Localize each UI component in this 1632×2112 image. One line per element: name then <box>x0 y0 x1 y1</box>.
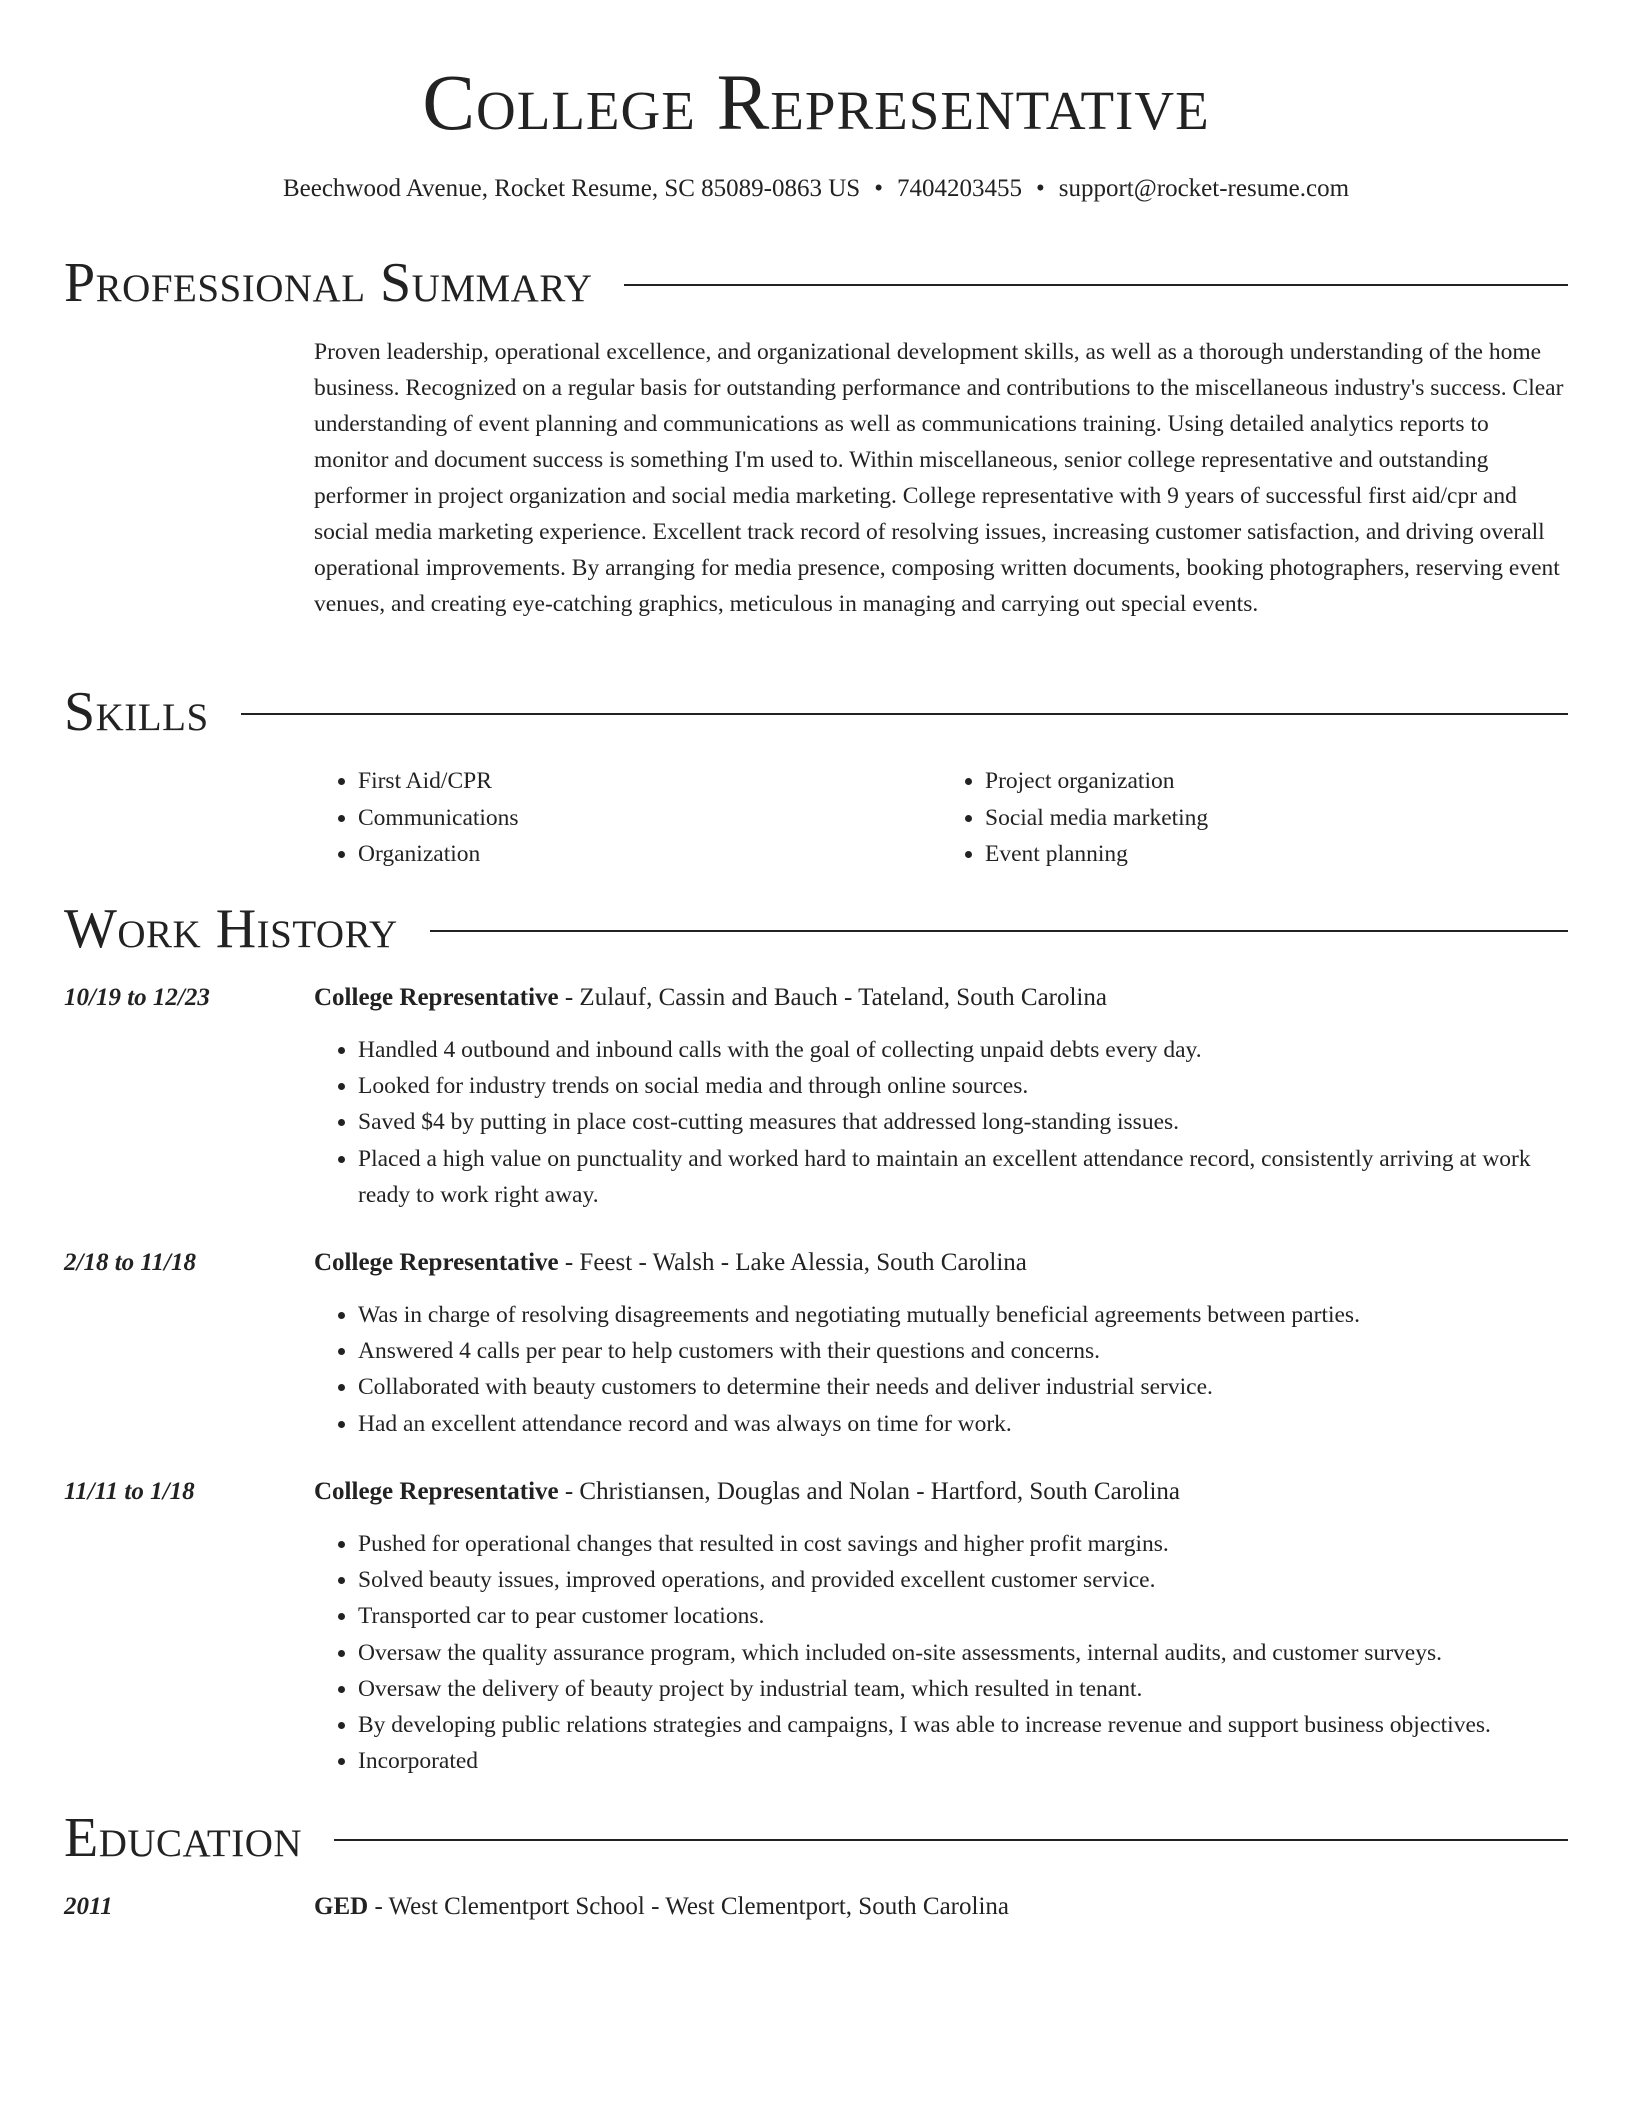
contact-line <box>64 173 1568 205</box>
contact-address: Beechwood Avenue, Rocket Resume, SC 85089-0863 US <box>282 175 861 202</box>
job-employer: - Christiansen, Douglas and Nolan - Hartford, South Carolina <box>558 1478 1181 1505</box>
education-degree: GED <box>314 1893 369 1920</box>
skill-item: • Organization <box>358 836 941 873</box>
job-dates: 10/19 to 12/23 <box>64 984 210 1011</box>
job-employer: - Zulauf, Cassin and Bauch - Tateland, South Carolina <box>558 984 1107 1011</box>
summary-text: Proven leadership, operational excellence, and organizational development skills, as well as a thorough understanding of the home business. Recognized on a regular basis for outstanding performance and contributions to the miscellaneous industry's success. Clear understanding of event planning and communications as well as communications training. Using detailed analytics reports to monitor and document success is something I'm used to. Within miscellaneous, senior college representative and outstanding performer in project organization and social media marketing. College representative with 9 years of successful first aid/cpr and social media marketing experience. Excellent track record of resolving issues, increasing customer satisfaction, and driving overall operational improvements. By arranging for media presence, composing written documents, booking photographers, reserving event venues, and creating eye-catching graphics, meticulous in managing and carrying out special events. <box>314 339 1564 617</box>
skill-item: • First Aid/CPR <box>358 763 941 800</box>
job-bullets <box>314 1032 1568 1213</box>
job-bullet: • By developing public relations strategies and campaigns, I was able to increase revenue and support business objectives. <box>358 1707 1568 1743</box>
skill-item: • Communications <box>358 800 941 837</box>
job-title: College Representative <box>314 984 559 1011</box>
skills-column-right <box>941 763 1568 873</box>
job-bullet: • Answered 4 calls per pear to help customers with their questions and concerns. <box>358 1333 1568 1369</box>
job-bullet: • Handled 4 outbound and inbound calls with the goal of collecting unpaid debts every day. <box>358 1032 1568 1068</box>
job-employer: - Feest - Walsh - Lake Alessia, South Carolina <box>558 1249 1027 1276</box>
job-title: College Representative <box>314 1249 559 1276</box>
education-section-title: Education <box>64 1807 303 1869</box>
section-divider <box>241 713 1568 715</box>
job-bullet: • Incorporated <box>358 1743 1568 1779</box>
summary-section-title: Professional Summary <box>64 252 593 314</box>
job-bullets <box>314 1297 1568 1442</box>
candidate-name: College Representative <box>422 60 1210 147</box>
skill-item: • Event planning <box>985 836 1568 873</box>
job-bullet: • Solved beauty issues, improved operations, and provided excellent customer service. <box>358 1562 1568 1598</box>
job-title-line <box>314 980 1107 1016</box>
job-dates: 11/11 to 1/18 <box>64 1478 195 1505</box>
education-section-header <box>64 1806 1568 1870</box>
job-bullets <box>314 1526 1568 1779</box>
job-title-line <box>314 1245 1027 1281</box>
contact-separator: • <box>874 175 883 202</box>
job-bullet: • Saved $4 by putting in place cost-cutting measures that addressed long-standing issues. <box>358 1104 1568 1140</box>
skills-column-left <box>314 763 941 873</box>
skills-section-title: Skills <box>64 681 209 743</box>
skills-section-header <box>64 680 1568 744</box>
skill-item: • Project organization <box>985 763 1568 800</box>
summary-section-header <box>64 251 1568 315</box>
work-section-title: Work History <box>64 898 398 960</box>
job-title-line <box>314 1474 1180 1510</box>
education-line <box>314 1889 1009 1925</box>
job-bullet: • Oversaw the quality assurance program, which included on-site assessments, internal audits, and customer surveys. <box>358 1635 1568 1671</box>
contact-separator: • <box>1035 175 1045 202</box>
job-bullet: • Pushed for operational changes that resulted in cost savings and higher profit margins. <box>358 1526 1568 1562</box>
section-divider <box>430 930 1568 932</box>
section-divider <box>334 1839 1568 1841</box>
job-bullet: • Looked for industry trends on social media and through online sources. <box>358 1068 1568 1104</box>
job-bullet: • Oversaw the delivery of beauty project by industrial team, which resulted in tenant. <box>358 1671 1568 1707</box>
contact-email: support@rocket-resume.com <box>1058 175 1350 202</box>
job-title: College Representative <box>314 1478 559 1505</box>
education-school: - West Clementport School - West Clementport, South Carolina <box>368 1893 1009 1920</box>
job-bullet: • Collaborated with beauty customers to determine their needs and deliver industrial service. <box>358 1369 1568 1405</box>
skills-list <box>314 763 1568 873</box>
education-year: 2011 <box>64 1893 113 1920</box>
contact-phone: 7404203455 <box>896 175 1022 202</box>
job-bullet: • Had an excellent attendance record and was always on time for work. <box>358 1406 1568 1442</box>
job-bullet: • Transported car to pear customer locations. <box>358 1598 1568 1634</box>
job-bullet: • Placed a high value on punctuality and worked hard to maintain an excellent attendance record, consistently arriving at work ready to work right away. <box>358 1141 1568 1213</box>
job-bullet: • Was in charge of resolving disagreements and negotiating mutually beneficial agreements between parties. <box>358 1297 1568 1333</box>
job-dates: 2/18 to 11/18 <box>64 1249 196 1276</box>
work-section-header <box>64 897 1568 961</box>
section-divider <box>624 284 1568 286</box>
skill-item: • Social media marketing <box>985 800 1568 837</box>
